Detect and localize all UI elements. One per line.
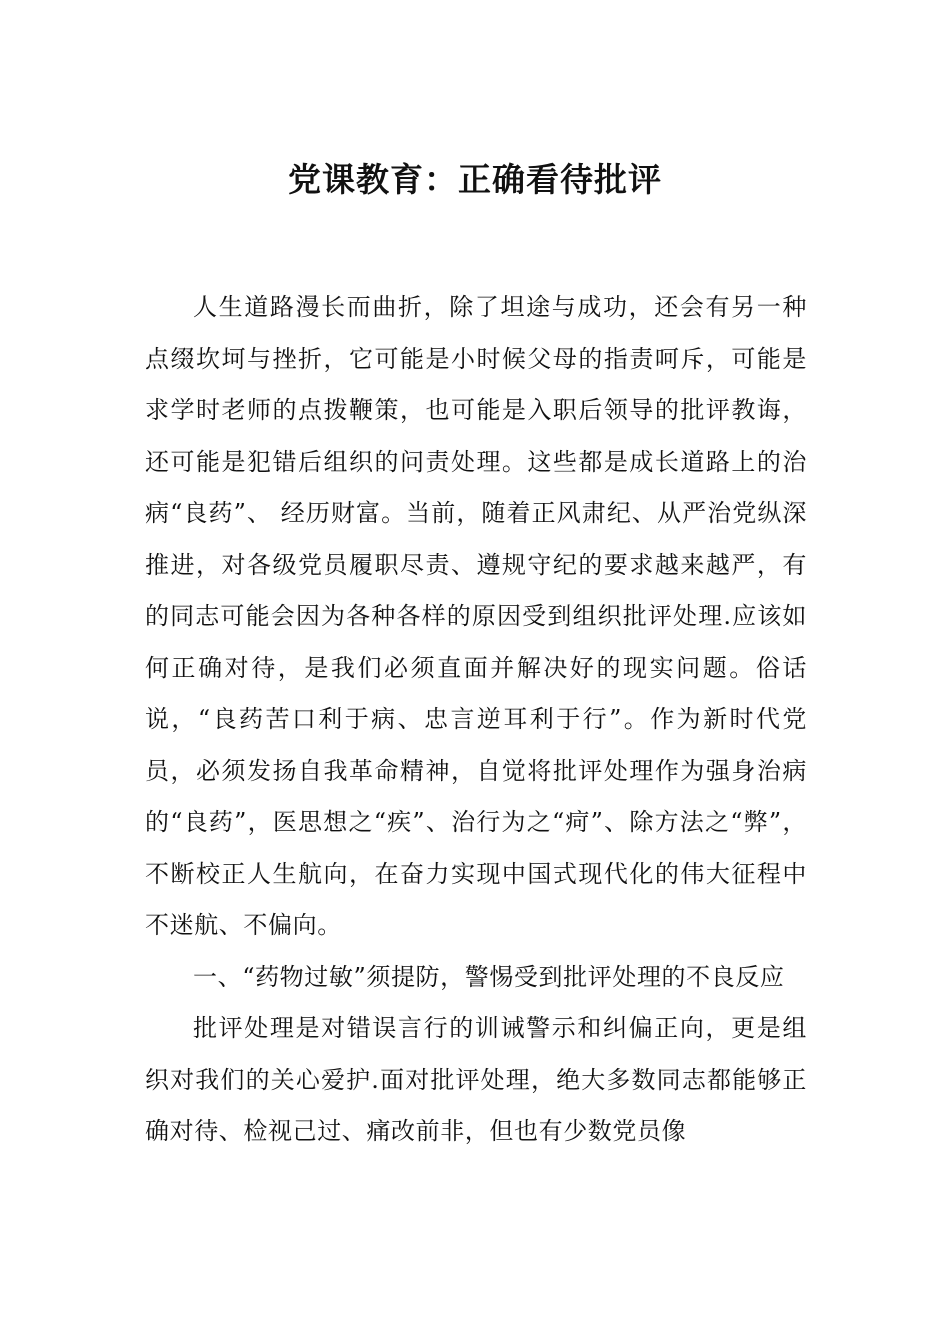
document-body bbox=[145, 282, 807, 1158]
intro-paragraph: 人生道路漫长而曲折，除了坦途与成功，还会有另一种点缀坎坷与挫折，它可能是小时候父母的指责呵斥，可能是求学时老师的点拨鞭策，也可能是入职后领导的批评教诲，还可能是犯错后组织的问责处理。这些都是成长道路上的治病“良药”、 经历财富。当前，随着正风肃纪、从严治党纵深推进，对各级党员履职尽责、遵规守纪的要求越来越严，有的同志可能会因为各种各样的原因受到组织批评处理.应该如何正确对待，是我们必须直面并解决好的现实问题。俗话说，“良药苦口利于病、忠言逆耳利于行”。作为新时代党员，必须发扬自我革命精神，自觉将批评处理作为强身治病的“良药”，医思想之“疾”、治行为之“疴”、除方法之“弊”，不断校正人生航向，在奋力实现中国式现代化的伟大征程中不迷航、不偏向。 bbox=[145, 293, 807, 939]
section-1-paragraph: 批评处理是对错误言行的训诫警示和纠偏正向，更是组织对我们的关心爱护.面对批评处理，绝大多数同志都能够正确对待、检视己过、痛改前非，但也有少数党员像 bbox=[145, 1014, 807, 1145]
document-title: 党课教育：正确看待批评 bbox=[288, 160, 662, 199]
section-heading-1: 一、“药物过敏”须提防，警惕受到批评处理的不良反应 bbox=[193, 962, 785, 991]
